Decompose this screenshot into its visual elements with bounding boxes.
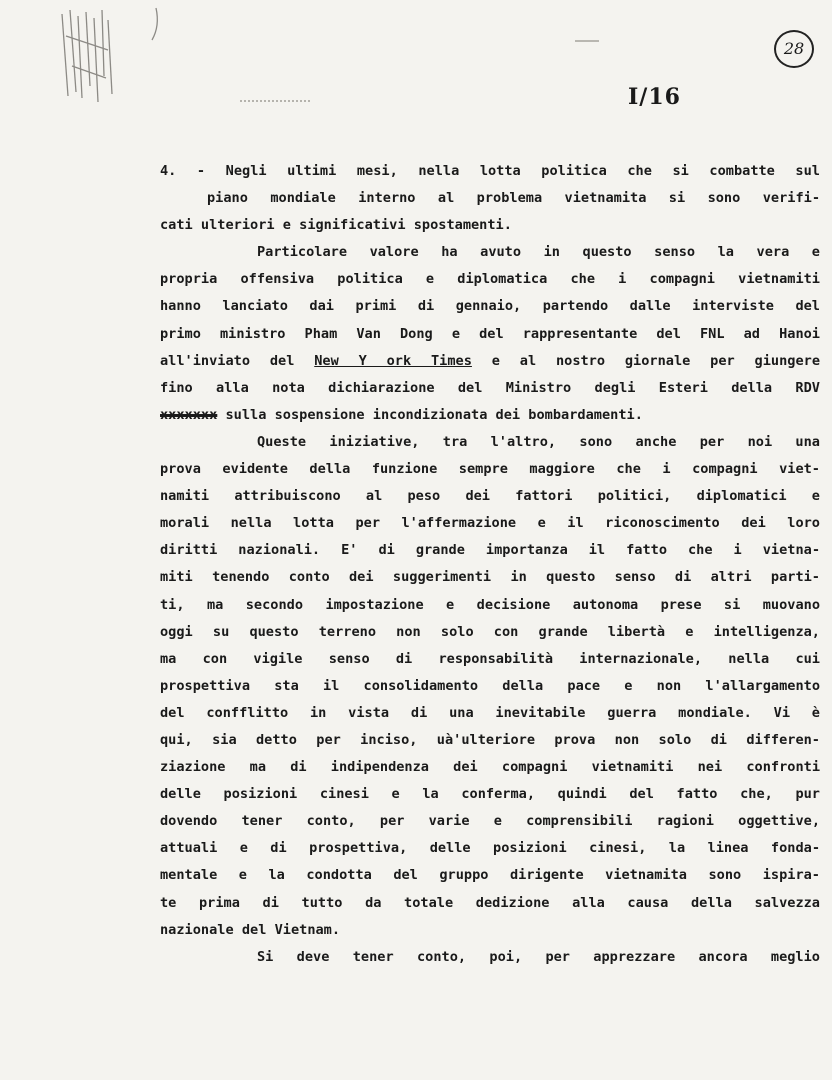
text-line: miti tenendo conto dei suggerimenti in questo senso di altri parti-: [160, 569, 820, 586]
text-line: oggi su questo terreno non solo con grande libertà e intelligenza,: [160, 623, 820, 640]
text-line: te prima di tutto da totale dedizione alla causa della salvezza: [160, 894, 820, 911]
text-segment: e al nostro giornale per giungere: [491, 352, 821, 369]
text-line: attuali e di prospettiva, delle posizioni cinesi, la linea fonda-: [160, 840, 820, 857]
text-segment: all'inviato del: [160, 352, 295, 369]
text-line: namiti attribuiscono al peso dei fattori politici, diplomatici e: [160, 488, 820, 505]
page-number: I/16: [628, 84, 681, 110]
scan-artifact-marks: [48, 6, 168, 106]
text-line: piano mondiale interno al problema vietnamita si sono verifi-: [207, 190, 820, 207]
scan-dash-mark: [575, 40, 599, 42]
text-line: del confflitto in vista di una inevitabile guerra mondiale. Vi è: [160, 704, 820, 721]
text-line: Queste iniziative, tra l'altro, sono anche per noi una: [257, 433, 820, 450]
newspaper-title: New Y ork Times: [314, 352, 472, 369]
text-line: Si deve tener conto, poi, per apprezzare ancora meglio: [257, 948, 820, 965]
text-line: ma con vigile senso di responsabilità internazionale, nella cui: [160, 650, 820, 667]
text-line: prospettiva sta il consolidamento della pace e non l'allargamento: [160, 677, 820, 694]
text-line: propria offensiva politica e diplomatica che i compagni vietnamiti: [160, 271, 820, 288]
text-line: prova evidente della funzione sempre maggiore che i compagni viet-: [160, 461, 820, 478]
faint-stamp: [240, 100, 310, 110]
text-line-with-strike: [160, 402, 820, 429]
text-line: cati ulteriori e significativi spostamenti.: [160, 217, 512, 234]
text-line: delle posizioni cinesi e la conferma, quindi del fatto che, pur: [160, 786, 820, 803]
text-line: hanno lanciato dai primi di gennaio, partendo dalle interviste del: [160, 298, 820, 315]
text-line: nazionale del Vietnam.: [160, 921, 341, 938]
text-line: primo ministro Pham Van Dong e del rappresentante del FNL ad Hanoi: [160, 325, 820, 342]
text-segment: sulla sospensione incondizionata dei bombardamenti.: [225, 406, 643, 423]
struck-out-word: xxxxxxx: [160, 406, 218, 423]
text-line: morali nella lotta per l'affermazione e il riconoscimento dei loro: [160, 515, 820, 532]
text-line: dovendo tener conto, per varie e comprensibili ragioni oggettive,: [160, 813, 820, 830]
text-line-with-title: [160, 348, 820, 375]
text-line: diritti nazionali. E' di grande importanza il fatto che i vietna-: [160, 542, 820, 559]
document-body: [160, 158, 820, 971]
text-line: qui, sia detto per inciso, uà'ulteriore prova non solo di differen-: [160, 731, 820, 748]
text-line: ziazione ma di indipendenza dei compagni vietnamiti nei confronti: [160, 759, 820, 776]
text-line: Particolare valore ha avuto in questo senso la vera e: [257, 244, 820, 261]
text-line: fino alla nota dichiarazione del Ministro degli Esteri della RDV: [160, 379, 820, 396]
text-line: ti, ma secondo impostazione e decisione autonoma prese si muovano: [160, 596, 820, 613]
folio-number-circle: 28: [774, 30, 814, 68]
text-line: 4. - Negli ultimi mesi, nella lotta politica che si combatte sul: [160, 163, 820, 179]
text-line: mentale e la condotta del gruppo dirigente vietnamita sono ispira-: [160, 867, 820, 884]
